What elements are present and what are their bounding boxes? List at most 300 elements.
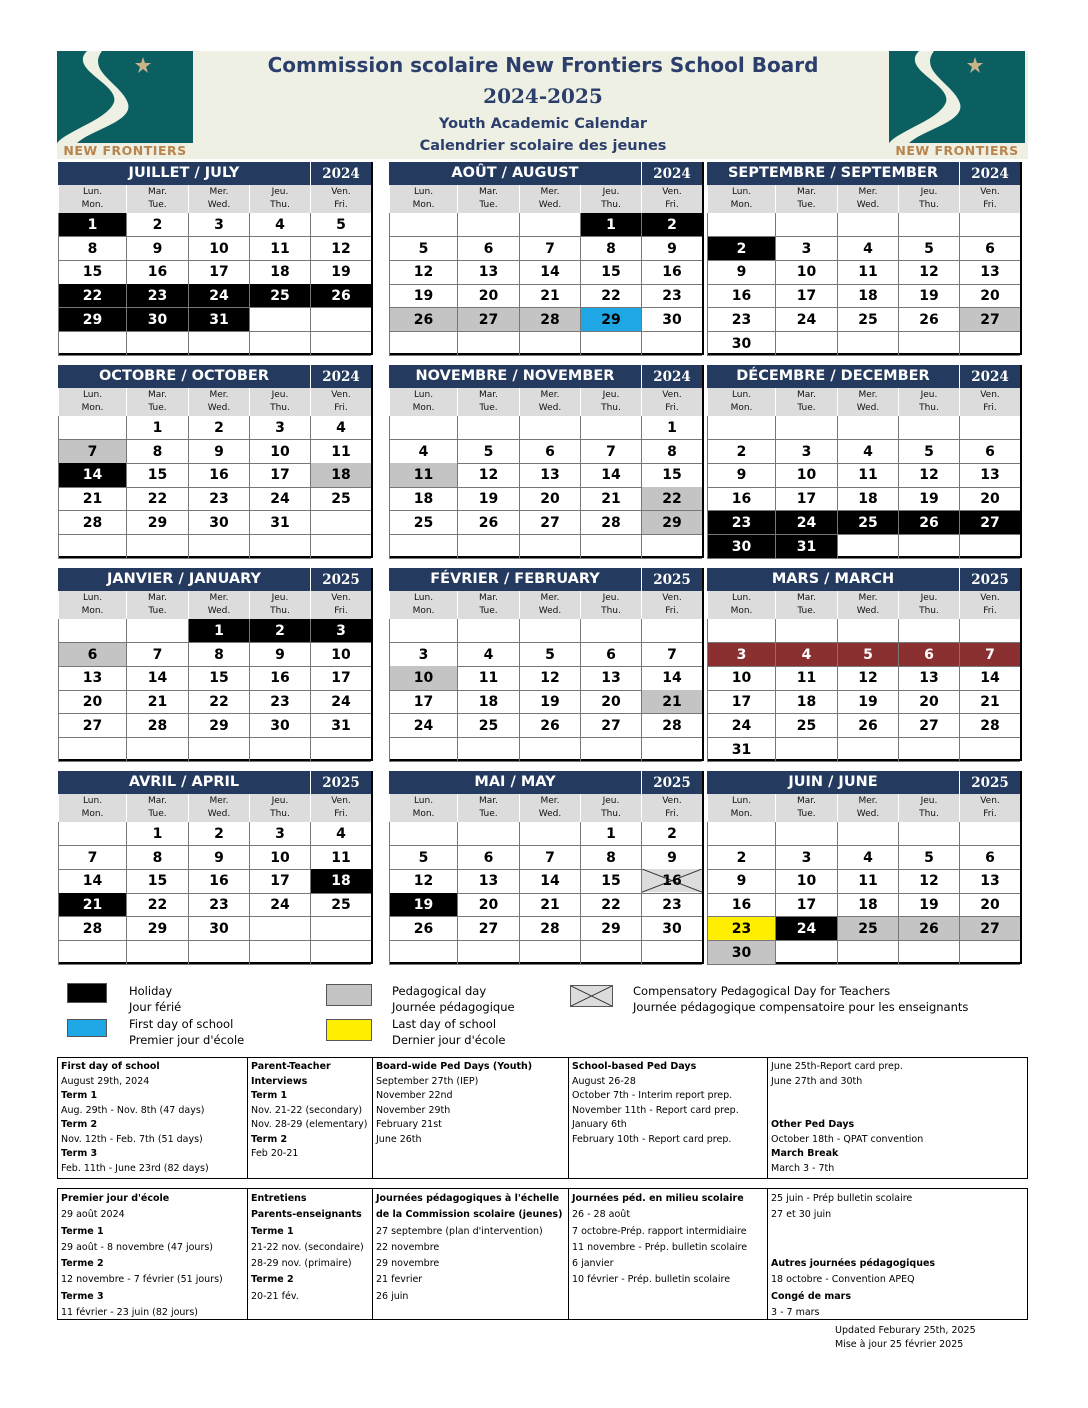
weekday-header (707, 388, 775, 416)
month-calendar (58, 771, 373, 964)
weekday-fr: Jeu. (920, 187, 938, 197)
calendar-day-cell (775, 666, 837, 690)
day-number: 11 (331, 443, 351, 460)
calendar-empty-cell (58, 619, 126, 643)
weekday-fr: Lun. (731, 187, 752, 197)
calendar-empty-cell (959, 619, 1020, 643)
calendar-day-cell (580, 284, 641, 308)
calendar-day-cell (58, 237, 126, 261)
day-number: 4 (863, 443, 873, 460)
day-number: 13 (82, 670, 103, 687)
calendar-day-cell (249, 690, 310, 714)
weekday-header (641, 794, 702, 822)
info-line: School-based Ped Days (572, 1061, 697, 1072)
day-number: 27 (540, 514, 560, 531)
weekday-header (519, 185, 580, 213)
calendar-empty-cell (837, 822, 898, 846)
day-number: 12 (331, 240, 351, 257)
calendar-day-cell (126, 237, 188, 261)
day-number: 7 (87, 849, 98, 866)
calendar-empty-cell (58, 941, 126, 965)
weekday-header (457, 794, 519, 822)
day-number: 28 (82, 514, 103, 531)
calendar-day-cell (389, 260, 457, 284)
day-number: 14 (540, 873, 560, 890)
calendar-empty-cell (519, 738, 580, 762)
calendar-empty-cell (310, 917, 371, 941)
calendar-empty-cell (126, 619, 188, 643)
calendar-empty-cell (58, 332, 126, 356)
day-number: 17 (209, 264, 229, 281)
calendar-day-cell (641, 666, 702, 690)
day-number: 18 (858, 897, 878, 914)
calendar-day-cell (580, 487, 641, 511)
calendar-empty-cell (126, 738, 188, 762)
weekday-en: Mon. (412, 809, 435, 819)
calendar-empty-cell (898, 535, 959, 559)
calendar-empty-cell (188, 535, 249, 559)
month-calendar (389, 771, 704, 964)
info-line: Term 2 (251, 1133, 288, 1145)
weekday-header (310, 591, 371, 619)
calendar-day-cell (580, 714, 641, 738)
day-number: 9 (736, 873, 747, 890)
day-number: 17 (796, 897, 817, 914)
calendar-day-cell (310, 440, 371, 464)
info-line: Autres journées pédagogiques (771, 1258, 936, 1270)
day-number: 4 (418, 443, 429, 460)
calendar-day-cell (775, 440, 837, 464)
day-number: 2 (736, 240, 747, 257)
info-line: Board-wide Ped Days (Youth) (376, 1061, 533, 1072)
calendar-day-cell (837, 846, 898, 870)
calendar-day-cell (641, 869, 702, 893)
weekday-header (775, 185, 837, 213)
calendar-empty-cell (707, 213, 775, 237)
weekday-header (580, 794, 641, 822)
calendar-day-cell (188, 260, 249, 284)
day-number: 27 (980, 311, 1000, 328)
calendar-day-cell (641, 416, 702, 440)
info-line (771, 1089, 1027, 1104)
day-number: 26 (540, 717, 560, 734)
calendar-day-cell (641, 917, 702, 941)
calendar-day-cell (249, 213, 310, 237)
calendar-day-cell (188, 463, 249, 487)
day-number: 6 (985, 443, 995, 460)
calendar-day-cell (389, 690, 457, 714)
calendar-day-cell (837, 487, 898, 511)
calendar-day-cell (707, 511, 775, 535)
weekday-fr: Jeu. (271, 187, 289, 197)
calendar-empty-cell (310, 511, 371, 535)
calendar-empty-cell (389, 619, 457, 643)
day-number: 25 (858, 311, 878, 328)
day-number: 19 (413, 288, 434, 305)
day-number: 3 (801, 849, 812, 866)
calendar-day-cell (249, 619, 310, 643)
calendar-day-cell (58, 643, 126, 667)
day-number: 12 (919, 264, 939, 281)
info-line: February 10th - Report card prep. (572, 1133, 732, 1145)
weekday-header (126, 591, 188, 619)
legend-holiday-fr: Jour férié (129, 1000, 182, 1014)
weekday-fr: Lun. (413, 796, 434, 806)
info-line: 12 novembre - 7 février (51 jours) (61, 1274, 223, 1286)
day-number: 17 (413, 694, 434, 711)
weekday-en: Mon. (412, 403, 435, 413)
calendar-day-cell (188, 846, 249, 870)
calendar-day-cell (519, 487, 580, 511)
day-number: 23 (147, 288, 168, 305)
weekday-en: Fri. (665, 403, 679, 413)
info-table-french (57, 1188, 1028, 1320)
info-line: 22 novembre (376, 1241, 440, 1253)
calendar-day-cell (457, 284, 519, 308)
calendar-empty-cell (898, 332, 959, 356)
calendar-empty-cell (389, 416, 457, 440)
day-number: 30 (731, 944, 752, 961)
day-number: 9 (275, 646, 285, 663)
calendar-day-cell (457, 463, 519, 487)
calendar-day-cell (641, 893, 702, 917)
weekday-header (457, 185, 519, 213)
day-number: 18 (796, 694, 817, 711)
calendar-day-cell (310, 893, 371, 917)
day-number: 4 (336, 420, 346, 436)
weekday-fr: Mar. (147, 390, 167, 400)
updated-note-en: Updated Feburary 25th, 2025 (835, 1325, 976, 1336)
month-name: SEPTEMBRE / SEPTEMBER (727, 165, 939, 181)
month-header (58, 568, 371, 591)
info-line: Parent-Teacher (251, 1061, 331, 1072)
weekday-en: Tue. (148, 606, 167, 616)
info-line: 26 juin (376, 1290, 409, 1302)
calendar-day-cell (707, 941, 775, 965)
weekday-en: Fri. (334, 200, 348, 210)
calendar-empty-cell (580, 941, 641, 965)
day-number: 1 (152, 420, 163, 436)
info-line: 18 octobre - Convention APEQ (771, 1274, 915, 1286)
month-year: 2024 (641, 365, 702, 388)
weekday-fr: Ven. (662, 796, 682, 806)
calendar-day-cell (837, 511, 898, 535)
month-name: MAI / MAY (474, 774, 556, 790)
info-line: Terme 2 (61, 1258, 104, 1270)
calendar-day-cell (641, 846, 702, 870)
weekday-header (126, 388, 188, 416)
day-number: 19 (919, 491, 939, 508)
day-number: 11 (413, 467, 434, 484)
calendar-day-cell (898, 237, 959, 261)
calendar-day-cell (126, 440, 188, 464)
calendar-day-cell (457, 487, 519, 511)
calendar-day-cell (959, 237, 1020, 261)
calendar-day-cell (188, 822, 249, 846)
info-line: Terme 2 (251, 1274, 294, 1286)
school-year-title: 2024-2025 (483, 84, 603, 108)
weekday-header (580, 591, 641, 619)
day-number: 9 (667, 240, 677, 257)
board-logo-right (889, 51, 1025, 159)
weekday-en: Tue. (479, 200, 498, 210)
weekday-en: Thu. (270, 200, 290, 210)
weekday-en: Tue. (797, 606, 816, 616)
info-line: Term 3 (61, 1148, 98, 1159)
info-column (373, 1189, 569, 1319)
calendar-day-cell (519, 893, 580, 917)
day-number: 25 (858, 514, 878, 531)
weekday-header (837, 591, 898, 619)
day-number: 11 (858, 873, 878, 890)
day-number: 14 (540, 264, 560, 281)
page-title: Commission scolaire New Frontiers School Board (267, 53, 819, 77)
day-number: 2 (275, 623, 285, 639)
day-number: 9 (736, 264, 747, 281)
calendar-empty-cell (457, 332, 519, 356)
weekday-en: Mon. (412, 606, 435, 616)
calendar-day-cell (310, 714, 371, 738)
weekday-en: Mon. (81, 200, 104, 210)
calendar-day-cell (580, 666, 641, 690)
day-number: 6 (985, 240, 995, 257)
day-number: 3 (801, 240, 812, 257)
calendar-day-cell (188, 213, 249, 237)
info-line: 21 fevrier (376, 1274, 423, 1286)
calendar-day-cell (707, 738, 775, 762)
day-number: 21 (82, 897, 103, 914)
calendar-day-cell (389, 666, 457, 690)
calendar-day-cell (580, 690, 641, 714)
calendar-day-cell (959, 690, 1020, 714)
weekday-header (837, 185, 898, 213)
calendar-day-cell (837, 690, 898, 714)
weekday-fr: Lun. (731, 593, 752, 603)
calendar-day-cell (519, 237, 580, 261)
calendar-day-cell (457, 714, 519, 738)
day-number: 26 (919, 920, 939, 937)
logo-wordmark: NEW FRONTIERS (63, 143, 187, 158)
calendar-day-cell (310, 619, 371, 643)
calendar-empty-cell (310, 941, 371, 965)
calendar-day-cell (837, 463, 898, 487)
day-number: 19 (478, 491, 499, 508)
day-number: 17 (270, 873, 290, 890)
day-number: 18 (331, 467, 351, 484)
calendar-day-cell (837, 869, 898, 893)
calendar-empty-cell (249, 941, 310, 965)
calendar-empty-cell (641, 535, 702, 559)
info-line: Term 1 (61, 1090, 98, 1101)
day-number: 9 (214, 849, 224, 866)
weekday-header (641, 185, 702, 213)
day-number: 16 (270, 670, 290, 687)
info-line: 27 et 30 juin (771, 1209, 832, 1221)
legend-first-day-label (129, 1016, 244, 1048)
legend-ped-day-en: Pedagogical day (392, 984, 487, 998)
calendar-day-cell (126, 213, 188, 237)
info-line: October 7th - Interim report prep. (572, 1090, 733, 1101)
day-number: 24 (270, 491, 290, 508)
weekday-en: Thu. (601, 200, 621, 210)
calendar-day-cell (249, 869, 310, 893)
day-number: 11 (478, 670, 499, 687)
day-number: 14 (82, 467, 103, 484)
day-number: 23 (662, 288, 682, 305)
day-number: 15 (147, 467, 168, 484)
calendar-day-cell (837, 440, 898, 464)
day-number: 3 (736, 646, 747, 663)
calendar-day-cell (389, 463, 457, 487)
day-number: 12 (858, 670, 878, 687)
calendar-day-cell (959, 846, 1020, 870)
day-number: 4 (336, 826, 346, 842)
calendar-day-cell (310, 487, 371, 511)
day-number: 13 (980, 264, 1000, 281)
calendar-day-cell (707, 893, 775, 917)
info-line: Feb. 11th - June 23rd (82 days) (61, 1162, 209, 1174)
month-name: NOVEMBRE / NOVEMBER (415, 368, 615, 384)
day-number: 24 (209, 288, 229, 305)
calendar-day-cell (249, 260, 310, 284)
month-year: 2024 (959, 162, 1020, 185)
weekday-fr: Ven. (331, 593, 351, 603)
info-line: October 18th - QPAT convention (771, 1133, 924, 1145)
day-number: 11 (858, 264, 878, 281)
calendar-day-cell (707, 869, 775, 893)
month-name: JANVIER / JANUARY (106, 571, 261, 587)
calendar-empty-cell (898, 738, 959, 762)
calendar-empty-cell (580, 416, 641, 440)
weekday-en: Fri. (334, 606, 348, 616)
day-number: 11 (858, 467, 878, 484)
weekday-header (58, 388, 126, 416)
legend-holiday-label (129, 983, 181, 1015)
day-number: 17 (331, 670, 351, 687)
info-line: 27 septembre (plan d'intervention) (376, 1225, 543, 1237)
calendar-day-cell (775, 260, 837, 284)
calendar-day-cell (775, 487, 837, 511)
calendar-day-cell (310, 643, 371, 667)
day-number: 31 (209, 311, 229, 328)
day-number: 16 (209, 467, 229, 484)
calendar-day-cell (898, 308, 959, 332)
info-line: February 21st (376, 1119, 442, 1130)
calendar-empty-cell (707, 822, 775, 846)
calendar-empty-cell (58, 822, 126, 846)
weekday-header (188, 388, 249, 416)
info-column (569, 1058, 768, 1178)
weekday-fr: Mer. (209, 390, 229, 400)
calendar-empty-cell (959, 535, 1020, 559)
day-number: 29 (82, 311, 103, 328)
calendar-day-cell (310, 213, 371, 237)
weekday-header (58, 591, 126, 619)
day-number: 2 (214, 420, 224, 436)
day-number: 23 (731, 311, 752, 328)
calendar-day-cell (959, 714, 1020, 738)
calendar-day-cell (126, 822, 188, 846)
calendar-empty-cell (58, 416, 126, 440)
calendar-empty-cell (519, 822, 580, 846)
weekday-en: Thu. (270, 606, 290, 616)
calendar-day-cell (126, 487, 188, 511)
weekday-en: Wed. (207, 606, 231, 616)
calendar-day-cell (126, 260, 188, 284)
day-number: 7 (152, 646, 163, 663)
calendar-day-cell (249, 643, 310, 667)
day-number: 26 (858, 717, 878, 734)
month-year: 2024 (959, 365, 1020, 388)
day-number: 1 (87, 217, 98, 233)
weekday-header (898, 185, 959, 213)
day-number: 8 (214, 646, 224, 663)
weekday-header (837, 388, 898, 416)
calendar-day-cell (707, 535, 775, 559)
day-number: 6 (87, 646, 98, 663)
weekday-fr: Ven. (331, 390, 351, 400)
weekday-header (837, 794, 898, 822)
info-line: Journées pédagogiques à l'échelle (376, 1193, 560, 1204)
weekday-en: Wed. (856, 606, 880, 616)
day-number: 14 (147, 670, 168, 687)
calendar-day-cell (457, 666, 519, 690)
weekday-header (707, 591, 775, 619)
day-number: 5 (924, 849, 934, 866)
calendar-day-cell (249, 237, 310, 261)
calendar-day-cell (58, 213, 126, 237)
calendar-empty-cell (898, 619, 959, 643)
calendar-day-cell (898, 893, 959, 917)
legend-compensatory-en: Compensatory Pedagogical Day for Teachers (633, 984, 891, 998)
calendar-day-cell (580, 893, 641, 917)
day-number: 21 (601, 491, 621, 508)
day-number: 10 (331, 646, 351, 663)
calendar-empty-cell (389, 535, 457, 559)
calendar-subtitle-fr: Calendrier scolaire des jeunes (419, 138, 667, 154)
weekday-header (519, 591, 580, 619)
day-number: 19 (919, 288, 939, 305)
calendar-day-cell (58, 893, 126, 917)
info-line: March 3 - 7th (771, 1162, 835, 1174)
calendar-day-cell (310, 822, 371, 846)
calendar-empty-cell (519, 416, 580, 440)
calendar-day-cell (457, 260, 519, 284)
calendar-day-cell (249, 666, 310, 690)
calendar-day-cell (389, 643, 457, 667)
day-number: 31 (796, 538, 817, 555)
weekday-header (58, 794, 126, 822)
day-number: 23 (270, 694, 290, 711)
weekday-en: Tue. (148, 403, 167, 413)
info-line: de la Commission scolaire (jeunes) (376, 1209, 563, 1221)
info-line (771, 1104, 1027, 1119)
calendar-day-cell (389, 284, 457, 308)
weekday-en: Wed. (207, 200, 231, 210)
calendar-day-cell (580, 846, 641, 870)
info-line: First day of school (61, 1061, 160, 1072)
weekday-en: Mon. (81, 809, 104, 819)
weekday-fr: Lun. (413, 593, 434, 603)
calendar-day-cell (126, 511, 188, 535)
legend-last-day-swatch (326, 1019, 372, 1041)
calendar-day-cell (188, 869, 249, 893)
weekday-header (898, 794, 959, 822)
day-number: 31 (731, 741, 752, 758)
calendar-day-cell (707, 284, 775, 308)
calendar-day-cell (58, 666, 126, 690)
calendar-day-cell (898, 917, 959, 941)
